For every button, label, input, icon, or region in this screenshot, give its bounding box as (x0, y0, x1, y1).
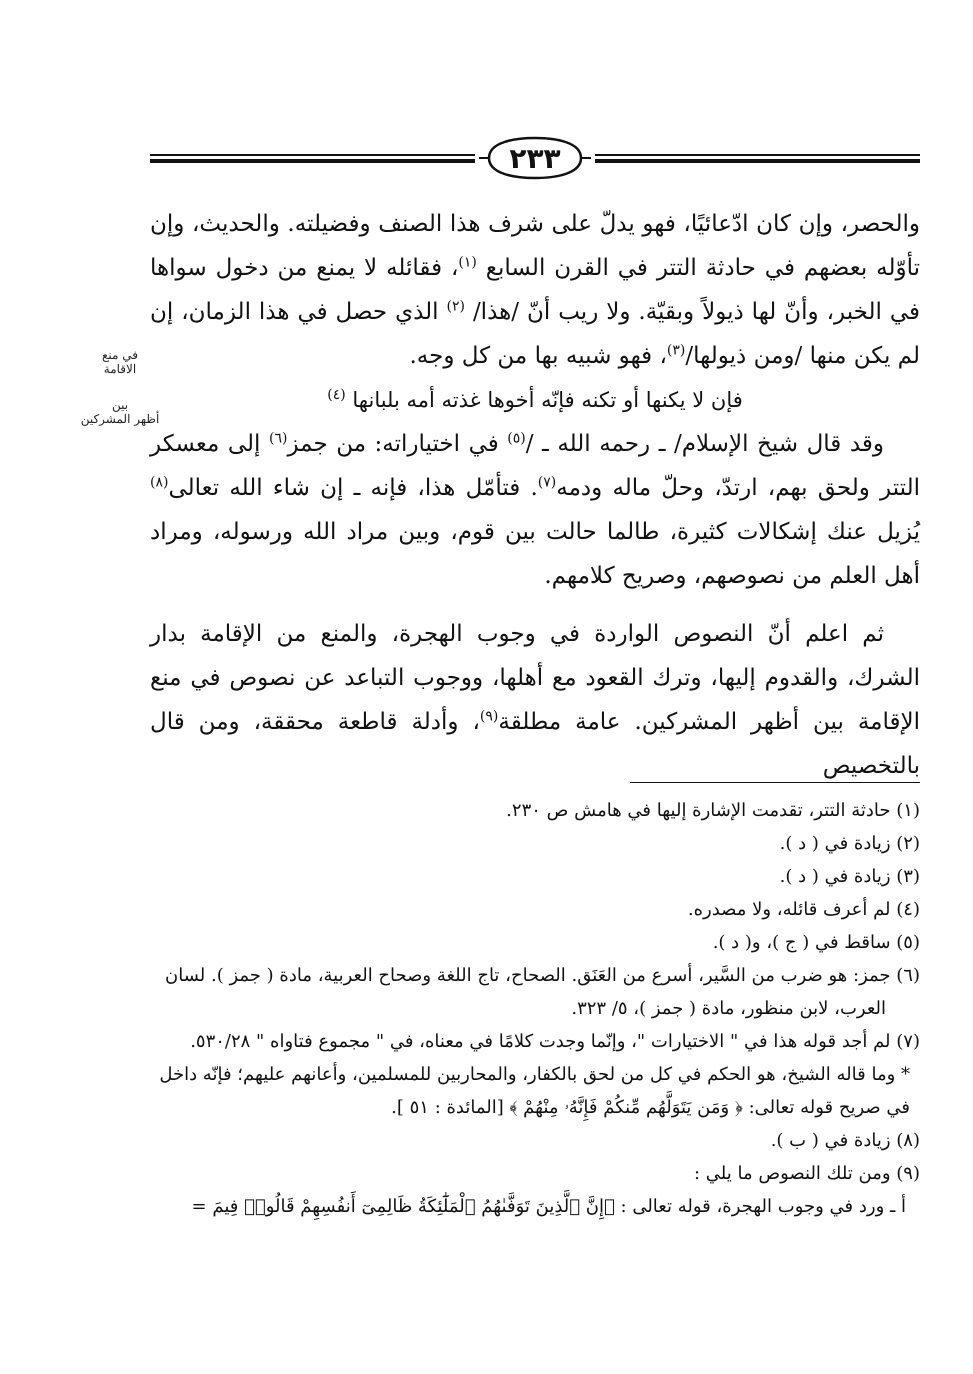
footnote-9: (٩) ومن تلك النصوص ما يلي : (694, 1163, 920, 1184)
text-segment: ، وأدلة قاطعة محققة، ومن قال بالتخصيص (150, 709, 920, 779)
text-line: ، فهو شبيه بها من كل وجه. (409, 343, 667, 369)
footnote-5: (٥) ساقط في ( ج )، و( د ). (712, 932, 920, 953)
footnote-8: (٨) زيادة في ( ب ). (770, 1130, 920, 1151)
text-segment: وقد قال شيخ الإسلام/ ـ رحمه الله ـ / (525, 431, 885, 457)
margin-note-line: بين (111, 398, 129, 412)
verse-text: فإن لا يكنها أو تكنه فإنّه أخوها غذته أمه بلبانها (352, 388, 743, 412)
text-segment: . فتأمّل هذا، فإنه ـ إن شاء الله تعالى (168, 475, 538, 501)
footnotes (150, 794, 920, 1223)
footnote-marker[interactable]: (٨) (150, 474, 169, 491)
footnote-marker[interactable]: (٤) (327, 387, 346, 403)
footnote-7: (٧) لم أجد قوله هذا في " الاختيارات "، وإنّما وجدت كلامًا في معناه، في " مجموع فتاواه " ٥٣٠/٢٨. (190, 1031, 920, 1052)
footnote-7-note: * وما قاله الشيخ، هو الحكم في كل من لحق بالكفار، والمحاربين للمسلمين، وأعانهم عليهم؛ فإنّه داخل في صريح قوله تعالى: ﴿ وَمَن يَتَوَلَّهُم مِّنكُمْ فَإِنَّهُۥ مِنْهُمْ ﴾ [المائدة : ٥١ ]. (159, 1064, 910, 1118)
footnote-marker[interactable]: (١) (458, 254, 477, 271)
page-number: ٢٣٣ (509, 141, 561, 175)
margin-note-line: في منع (102, 348, 138, 362)
margin-note-line: أظهر المشركين (80, 412, 160, 426)
footnote-9-item-a: أ ـ ورد في وجوب الهجرة، قوله تعالى : ﴿إِنَّ ٱلَّذِينَ تَوَفَّىٰهُمُ ٱلْمَلَٰٓئِكَةُ ظَالِمِىٓ أَنفُسِهِمْ قَالُوا۟ فِيمَ = (191, 1196, 906, 1217)
poem-verse (150, 378, 920, 422)
header-rule-left (150, 154, 475, 163)
footnote-4: (٤) لم أعرف قائله، ولا مصدره. (687, 899, 920, 920)
footnote-separator (630, 782, 920, 783)
paragraph-1 (150, 202, 920, 378)
footnote-marker[interactable]: (٦) (268, 430, 288, 447)
page-number-frame (475, 132, 595, 184)
text-segment: في اختياراته: من جمز (287, 431, 499, 457)
footnote-6: (٦) جمز: هو ضرب من السَّير، أسرع من العَنَق. الصحاح، تاج اللغة وصحاح العربية، مادة ( جمز ). لسان العرب، لابن منظور، مادة ( جمز )، ٥/ ٣٢٣. (165, 965, 920, 1019)
footnote-2: (٢) زيادة في ( د ). (779, 833, 920, 854)
footnote-marker[interactable]: (٢) (446, 298, 465, 315)
footnote-marker[interactable]: (٥) (507, 430, 526, 447)
footnote-1: (١) حادثة التتر، تقدمت الإشارة إليها في هامش ص ٢٣٠. (506, 800, 920, 821)
margin-note-2 (80, 398, 160, 426)
margin-note-1 (80, 348, 160, 376)
footnote-3: (٣) زيادة في ( د ). (779, 866, 920, 887)
text-segment: ثم اعلم أنّ النصوص الواردة في وجوب الهجرة، والمنع من الإقامة بدار الشرك، والقدوم إليها، وترك القعود مع أهلها، ووجوب التباعد عن نصوص في منع الإقامة بين أظهر المشركين. عامة مطلقة (150, 621, 920, 735)
paragraph-2 (150, 422, 920, 598)
paragraph-3 (150, 612, 920, 788)
text-line: ، فقائله لا يمنع من دخول سواها في الخبر، وأنّ لها ذيولاً وبقيّة. ولا ريب أنّ /هذا/ (150, 255, 920, 325)
text-segment: إلى معسكر التتر ولحق بهم، ارتدّ، وحلّ ماله ودمه (150, 431, 920, 501)
text-line: الذي حصل في هذا الزمان، إن لم يكن منها /ومن ذيولها/ (150, 299, 920, 369)
footnote-marker[interactable]: (٧) (537, 474, 557, 491)
footnote-marker[interactable]: (٩) (479, 708, 499, 725)
footnote-marker[interactable]: (٣) (666, 342, 686, 359)
text-segment: يُزيل عنك إشكالات كثيرة، طالما حالت بين قوم، وبين مراد الله ورسوله، ومراد أهل العلم من نصوصهم، وصريح كلامهم. (150, 519, 920, 589)
header-rule-right (595, 154, 920, 163)
margin-note-line: الاقامة (103, 362, 137, 376)
page-header (150, 128, 920, 188)
text-line: والحصر، وإن كان ادّعائيًا، فهو يدلّ على شرف هذا الصنف وفضيلته. والحديث، وإن تأوّله بعضهم في حادثة التتر في القرن السابع (150, 211, 920, 281)
main-text (150, 202, 920, 788)
